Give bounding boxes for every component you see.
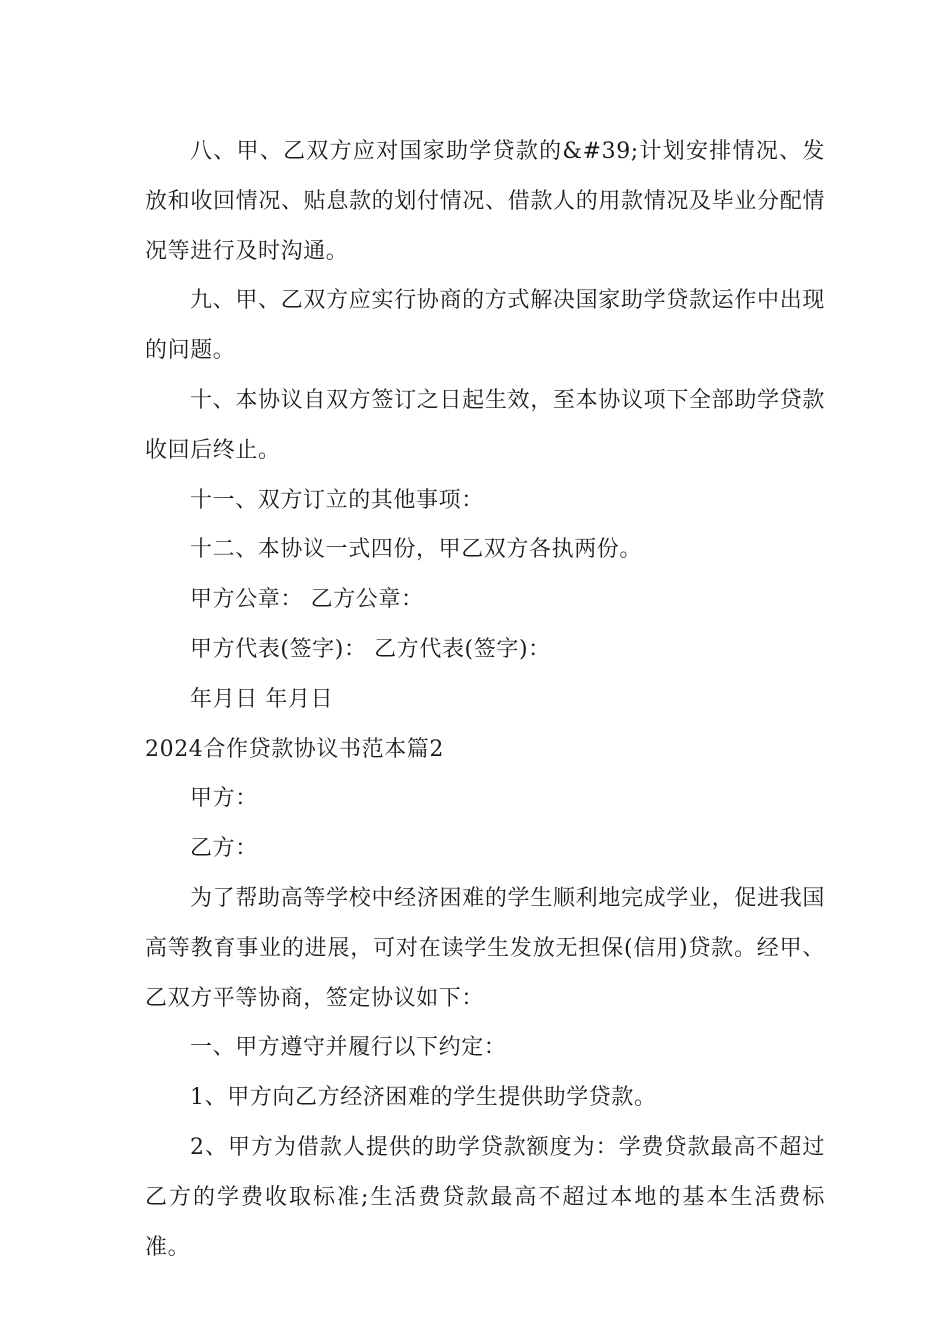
- date-line: 年月日 年月日: [190, 686, 334, 712]
- paragraph-clause-8: 八、甲、乙双方应对国家助学贷款的&#39;计划安排情况、发放和收回情况、贴息款的划付情况、借款人的用款情况及毕业分配情况等进行及时沟通。: [145, 139, 825, 264]
- party-a-line: 甲方：: [190, 786, 258, 812]
- signature-line: 甲方代表(签字)： 乙方代表(签字)：: [190, 636, 551, 662]
- document-body: [145, 127, 825, 1272]
- party-b-line: 乙方：: [190, 836, 258, 862]
- paragraph-clause-1: 一、甲方遵守并履行以下约定：: [190, 1035, 507, 1061]
- seal-line: 甲方公章： 乙方公章：: [190, 587, 424, 613]
- paragraph-item-1: 1、甲方向乙方经济困难的学生提供助学贷款。: [190, 1085, 657, 1111]
- paragraph-clause-12: 十二、本协议一式四份，甲乙双方各执两份。: [190, 537, 643, 563]
- paragraph-clause-9: 九、甲、乙双方应实行协商的方式解决国家助学贷款运作中出现的问题。: [145, 288, 825, 364]
- preamble-paragraph: 为了帮助高等学校中经济困难的学生顺利地完成学业，促进我国高等教育事业的进展，可对在读学生发放无担保(信用)贷款。经甲、乙双方平等协商，签定协议如下：: [145, 885, 825, 1011]
- section-heading: 2024合作贷款协议书范本篇2: [145, 736, 444, 762]
- paragraph-item-2: 2、甲方为借款人提供的助学贷款额度为：学费贷款最高不超过乙方的学费收取标准;生活费贷款最高不超过本地的基本生活费标准。: [145, 1134, 825, 1260]
- paragraph-clause-11: 十一、双方订立的其他事项：: [190, 487, 484, 513]
- paragraph-clause-10: 十、本协议自双方签订之日起生效，至本协议项下全部助学贷款收回后终止。: [145, 387, 825, 463]
